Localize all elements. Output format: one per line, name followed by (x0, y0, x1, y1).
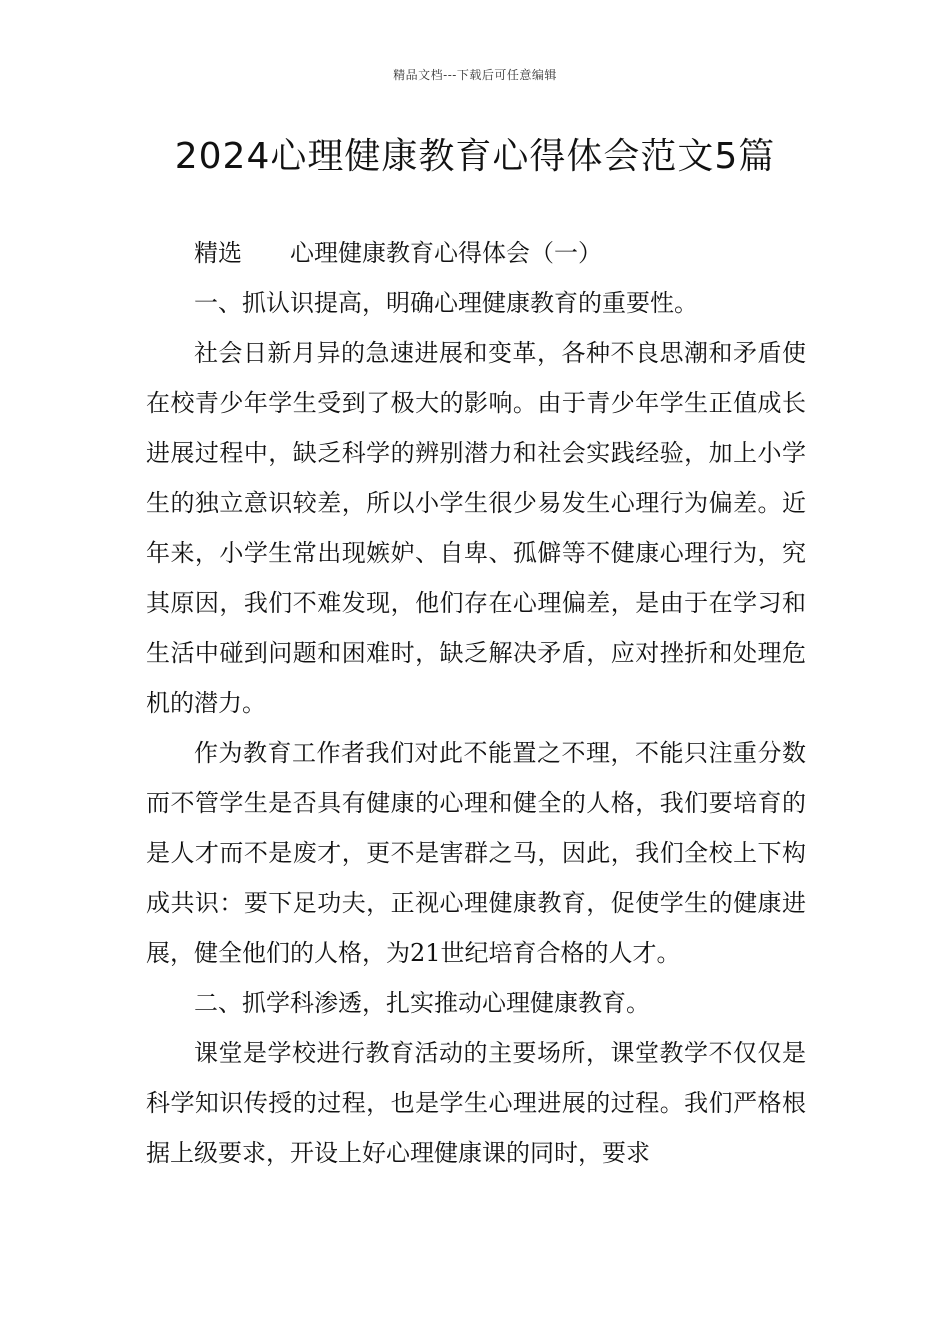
document-body (146, 228, 806, 1178)
body-paragraph: 课堂是学校进行教育活动的主要场所，课堂教学不仅仅是科学知识传授的过程，也是学生心理进展的过程。我们严格根据上级要求，开设上好心理健康课的同时，要求 (146, 1039, 806, 1167)
document-title: 2024心理健康教育心得体会范文5篇 (174, 136, 776, 177)
section-heading-1: 一、抓认识提高，明确心理健康教育的重要性。 (194, 289, 698, 317)
section-subtitle: 精选 心理健康教育心得体会（一） (194, 239, 602, 267)
body-paragraph: 作为教育工作者我们对此不能置之不理，不能只注重分数而不管学生是否具有健康的心理和健全的人格，我们要培育的是人才而不是废才，更不是害群之马，因此，我们全校上下构成共识：要下足功夫，正视心理健康教育，促使学生的健康进展，健全他们的人格，为21世纪培育合格的人才。 (146, 739, 806, 967)
section-heading-2: 二、抓学科渗透，扎实推动心理健康教育。 (194, 989, 650, 1017)
page-header: 精品文档---下载后可任意编辑 (393, 68, 557, 82)
body-paragraph: 社会日新月异的急速进展和变革，各种不良思潮和矛盾使在校青少年学生受到了极大的影响。由于青少年学生正值成长进展过程中，缺乏科学的辨别潜力和社会实践经验，加上小学生的独立意识较差，所以小学生很少易发生心理行为偏差。近年来，小学生常出现嫉妒、自卑、孤僻等不健康心理行为，究其原因，我们不难发现，他们存在心理偏差，是由于在学习和生活中碰到问题和困难时，缺乏解决矛盾，应对挫折和处理危机的潜力。 (146, 339, 806, 717)
